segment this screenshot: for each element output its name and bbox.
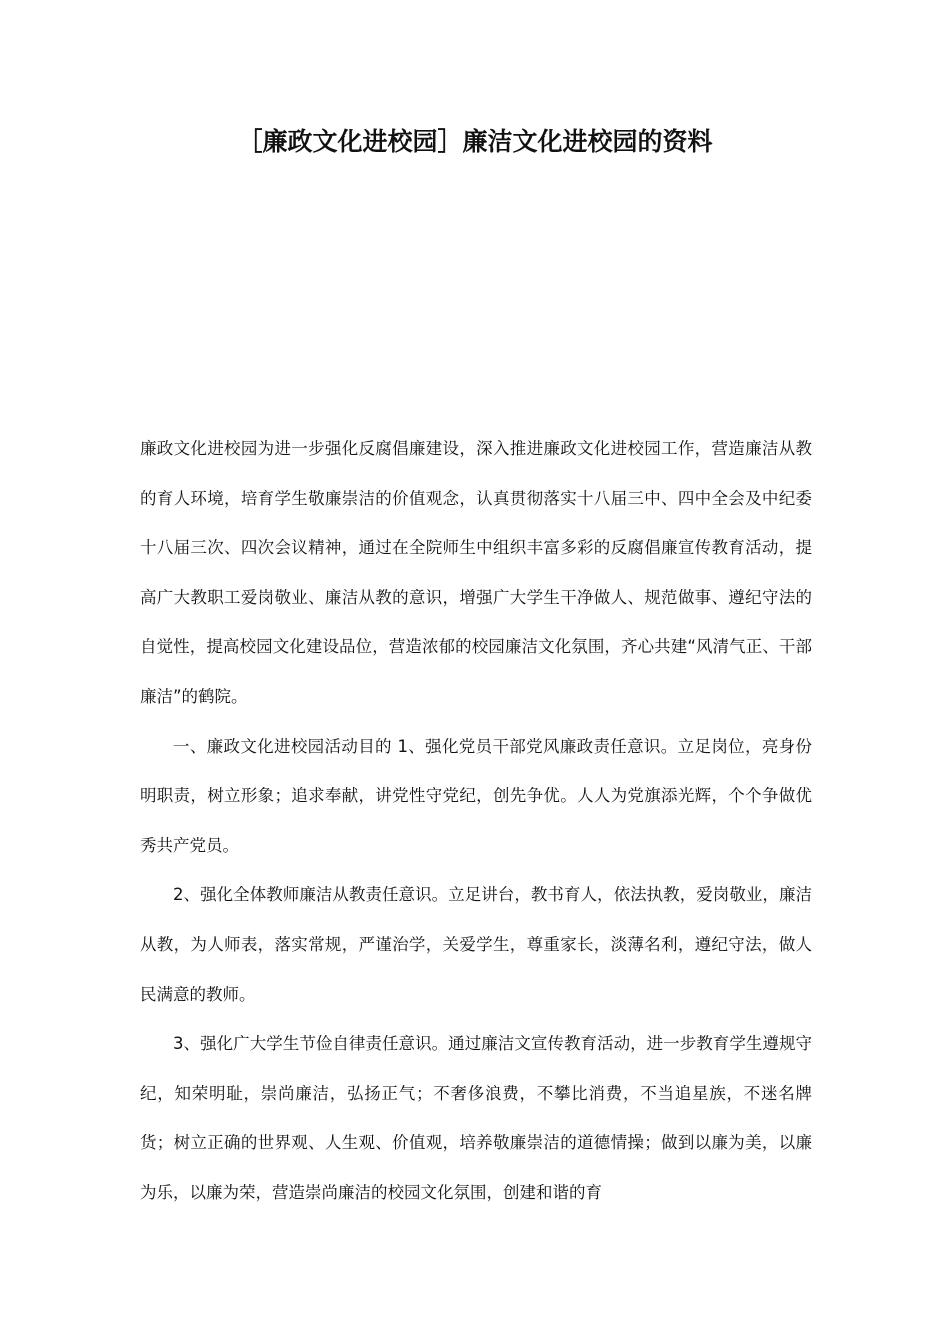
paragraph-section-2: 2、强化全体教师廉洁从教责任意识。立足讲台，教书育人，依法执教，爱岗敬业，廉洁从教，为人师表，落实常规，严谨治学，关爱学生，尊重家长，淡薄名利，遵纪守法，做人民满意的教师。: [140, 885, 812, 1004]
document-title: ［廉政文化进校园］廉洁文化进校园的资料: [237, 127, 713, 156]
paragraph-section-1: 一、廉政文化进校园活动目的 1、强化党员干部党风廉政责任意识。立足岗位，亮身份明职责，树立形象；追求奉献，讲党性守党纪，创先争优。人人为党旗添光辉，个个争做优秀共产党员。: [140, 736, 812, 855]
document-body: [140, 424, 812, 1218]
paragraph-intro: 廉政文化进校园为进一步强化反腐倡廉建设，深入推进廉政文化进校园工作，营造廉洁从教的育人环境，培育学生敬廉崇洁的价值观念，认真贯彻落实十八届三中、四中全会及中纪委十八届三次、四次会议精神，通过在全院师生中组织丰富多彩的反腐倡廉宣传教育活动，提高广大教职工爱岗敬业、廉洁从教的意识，增强广大学生干净做人、规范做事、遵纪守法的自觉性，提高校园文化建设品位，营造浓郁的校园廉洁文化氛围，齐心共建“风清气正、干部廉洁”的鹤院。: [140, 439, 812, 706]
paragraph-section-3: 3、强化广大学生节俭自律责任意识。通过廉洁文宣传教育活动，进一步教育学生遵规守纪，知荣明耻，崇尚廉洁，弘扬正气；不奢侈浪费，不攀比消费，不当追星族，不迷名牌货；树立正确的世界观、人生观、价值观，培养敬廉崇洁的道德情操；做到以廉为美，以廉为乐，以廉为荣，营造崇尚廉洁的校园文化氛围，创建和谐的育: [140, 1034, 812, 1202]
